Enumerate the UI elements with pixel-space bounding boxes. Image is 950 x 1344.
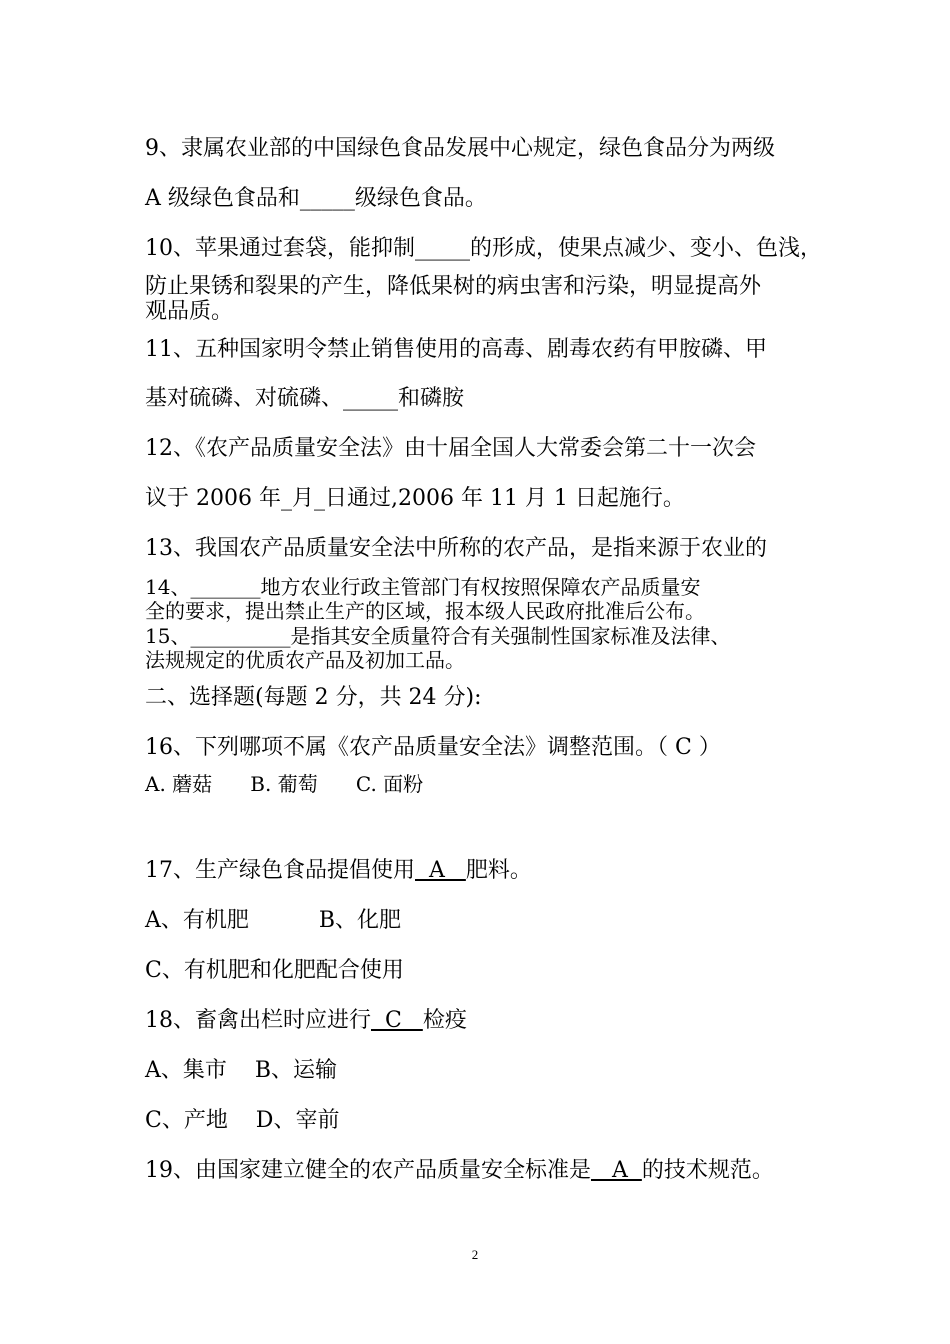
q15-text-after: 是指其安全质量符合有关强制性国家标准及法律、 [290, 624, 731, 648]
question-18 [145, 1008, 467, 1034]
q18-answer: C [371, 1008, 423, 1033]
q11-blank: _____ [343, 386, 399, 411]
q18-text-after: 检疫 [422, 1008, 467, 1033]
question-17-options-2: C、有机肥和化肥配合使用 [145, 958, 404, 983]
question-18-options-2: C、产地 D、宰前 [145, 1108, 340, 1133]
question-18-options-1: A、集市 B、运输 [145, 1058, 338, 1083]
question-12-line-1: 12、《农产品质量安全法》由十届全国人大常委会第二十一次会 [145, 436, 756, 461]
q10-text-after: 的形成，使果点减少、变小、色浅， [470, 236, 823, 261]
q11-text-after: 和磷胺 [398, 386, 465, 411]
question-14-line-1 [145, 575, 700, 599]
question-11-line-2 [145, 386, 464, 412]
q15-blank: __________ [190, 624, 291, 648]
question-15-line-1 [145, 624, 730, 648]
q9-text-before: A 级绿色食品和 [145, 186, 300, 211]
q14-blank: _______ [190, 575, 261, 599]
question-17-options-1: A、有机肥 B、化肥 [145, 908, 401, 933]
question-9-line-2 [145, 186, 487, 212]
question-11-line-1: 11、五种国家明令禁止销售使用的高毒、剧毒农药有甲胺磷、甲 [145, 337, 767, 362]
q11-text-before: 基对硫磷、对硫磷、 [145, 386, 344, 411]
question-10-line-1 [145, 236, 822, 262]
question-9-line-1: 9、隶属农业部的中国绿色食品发展中心规定，绿色食品分为两级 [145, 136, 775, 161]
q15-text-before: 15、 [145, 624, 191, 648]
q19-answer: A [591, 1158, 642, 1183]
q9-blank: _____ [299, 186, 355, 211]
question-14-line-2: 全的要求，提出禁止生产的区域，报本级人民政府批准后公布。 [145, 599, 705, 623]
question-15-line-2: 法规规定的优质农产品及初加工品。 [145, 648, 465, 672]
question-16-options: A. 蘑菇 B. 葡萄 C. 面粉 [145, 772, 424, 796]
question-10-line-3: 观品质。 [145, 299, 234, 324]
q9-text-after: 级绿色食品。 [354, 186, 487, 211]
q10-blank: _____ [415, 236, 470, 261]
question-17 [145, 858, 532, 884]
question-19 [145, 1158, 774, 1184]
page-number: 2 [471, 1247, 479, 1262]
q17-text-after: 肥料。 [465, 858, 532, 883]
q17-answer: A [415, 858, 466, 883]
question-12-line-2: 议于 2006 年_月_日通过,2006 年 11 月 1 日起施行。 [145, 486, 685, 511]
question-10-line-2: 防止果锈和裂果的产生，降低果树的病虫害和污染，明显提高外 [145, 274, 762, 299]
section-2-heading: 二、选择题(每题 2 分，共 24 分): [145, 685, 482, 710]
question-16: 16、下列哪项不属《农产品质量安全法》调整范围。（ C ） [145, 735, 721, 760]
question-13: 13、我国农产品质量安全法中所称的农产品，是指来源于农业的 [145, 536, 767, 561]
q14-text-after: 地方农业行政主管部门有权按照保障农产品质量安 [260, 575, 701, 599]
q19-text-before: 19、由国家建立健全的农产品质量安全标准是 [145, 1158, 591, 1183]
q17-text-before: 17、生产绿色食品提倡使用 [145, 858, 415, 883]
q14-text-before: 14、 [145, 575, 191, 599]
q18-text-before: 18、畜禽出栏时应进行 [145, 1008, 371, 1033]
q19-text-after: 的技术规范。 [641, 1158, 774, 1183]
q10-text-before: 10、苹果通过套袋，能抑制 [145, 236, 415, 261]
